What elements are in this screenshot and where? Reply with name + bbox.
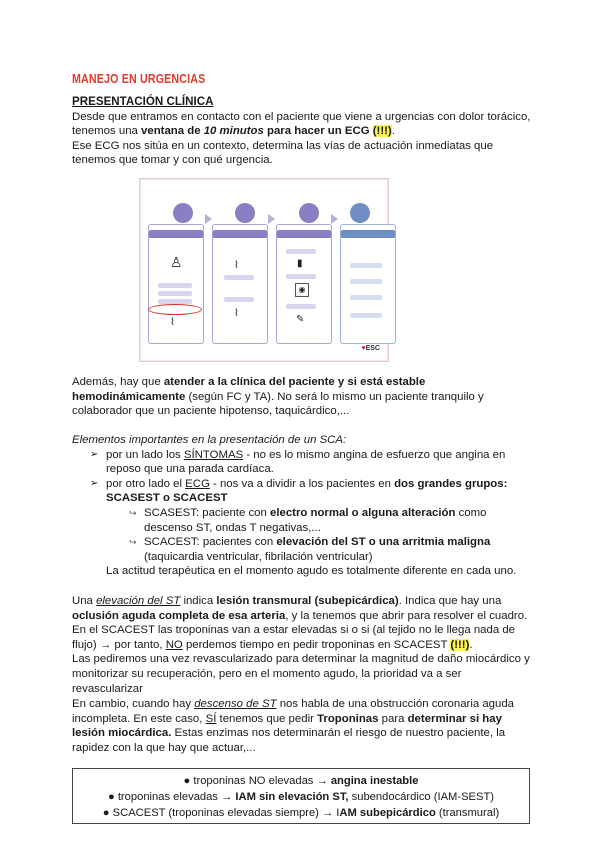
- ecg-wave-icon: ⌇: [234, 260, 239, 271]
- text-line: [350, 263, 382, 268]
- text: nos habla de una obstrucción coronaria aguda incompleta. En este caso,: [72, 698, 515, 725]
- text: SCACEST: pacientes con: [144, 536, 277, 549]
- text: - nos va a dividir a los pacientes en: [209, 477, 395, 490]
- text: (taquicardia ventricular, fibrilación ventricular): [144, 550, 373, 563]
- paragraph-descenso: [72, 697, 532, 755]
- elements-list: [90, 448, 532, 506]
- test-tube-icon: ▮: [297, 258, 303, 269]
- text-line: [158, 283, 192, 288]
- text-bold: para hacer un ECG: [263, 125, 373, 138]
- text: En el SCACEST las troponinas van a estar elevadas si o si (al tejido no le llega nada de flujo) → por tanto,: [72, 624, 516, 651]
- text-bold-italic: 10 minutos: [203, 125, 264, 138]
- text-bold: IAM sin elevación ST,: [235, 791, 349, 803]
- header-block: [72, 72, 532, 168]
- red-highlight-oval: [148, 304, 202, 315]
- patient-icon: [173, 203, 193, 223]
- col-working: [212, 224, 268, 344]
- text-underline: SÍ: [205, 712, 217, 725]
- arrow-icon: [268, 214, 275, 224]
- bullet-dot-icon: ●: [107, 791, 118, 803]
- text-line: [350, 313, 382, 318]
- section-heading: MANEJO EN URGENCIAS: [72, 71, 206, 86]
- summary-row: [73, 790, 529, 805]
- text-line: [224, 275, 254, 280]
- text: Estas enzimas nos determinarán el riesgo de nuestro paciente, la rapidez con la que hay que actuar,...: [72, 727, 506, 754]
- summary-row: [73, 806, 529, 821]
- text: SCACEST (troponinas elevadas siempre) → I: [112, 807, 340, 819]
- text-line: [350, 295, 382, 300]
- text-italic-underline: elevación del ST: [96, 595, 181, 607]
- text-bold: lesión transmural (subepicárdica): [216, 595, 399, 607]
- text: (según FC y TA). No será lo mismo un paciente tranquilo y colaborador que un paciente hipotenso, taquicárdico,...: [72, 390, 484, 418]
- text: troponinas NO elevadas →: [193, 775, 331, 787]
- text-line: [286, 249, 316, 254]
- col-title-bar: [149, 230, 203, 238]
- col-title-bar: [341, 230, 395, 238]
- text: SCASEST: paciente con: [144, 506, 270, 519]
- echo-image-icon: ◉: [295, 283, 309, 297]
- text-bold: oclusión aguda completa de esa arteria: [72, 609, 286, 622]
- subsection-heading: PRESENTACIÓN CLÍNICA: [72, 95, 214, 108]
- text: . Indica que hay una: [398, 595, 502, 607]
- col-title-bar: [277, 230, 331, 238]
- text-bold: Troponinas: [317, 712, 379, 725]
- text-bold: atender a la clínica del paciente y si está estable hemodinámicamente: [72, 376, 426, 403]
- list-item: [90, 477, 532, 506]
- paragraph-elevacion-b: [72, 623, 532, 652]
- text: perdemos tiempo en pedir troponinas en SCACEST: [182, 638, 451, 651]
- esc-logo: [361, 342, 380, 357]
- text: - no es lo mismo angina de esfuerzo que angina en reposo que una parada cardíaca.: [106, 448, 506, 476]
- paragraph-clinic: [72, 375, 532, 419]
- summary-row: [73, 774, 529, 789]
- text-underline: NO: [165, 638, 183, 651]
- arrow-bullet-icon: ➢: [90, 448, 99, 460]
- text-line: [286, 274, 316, 279]
- text: como descenso ST, ondas T negativas,...: [144, 506, 487, 534]
- text-underline: SÍNTOMAS: [183, 448, 244, 461]
- person-icon: ♙: [170, 254, 183, 270]
- text: Una: [72, 595, 97, 607]
- paragraph-ecg-context: Ese ECG nos sitúa en un contexto, determina las vías de actuación inmediatas que tenemos que tomar y con qué urgencia.: [72, 139, 494, 167]
- text: subendocárdico (IAM-SEST): [348, 791, 495, 803]
- text-line: [158, 291, 192, 296]
- hook-arrow-icon: ↪: [129, 537, 137, 548]
- paragraph-elevacion-a: [72, 594, 532, 623]
- list-item: [90, 448, 532, 477]
- paragraph-elevacion-c: Las pediremos una vez revascularizado para determinar la magnitud de daño miocárdico y monitorizar su recuperación, pero en el momento agudo, la prioridad va a ser revascularizar: [72, 653, 530, 695]
- text-bold: AM subepicárdico: [339, 807, 436, 819]
- text-line: [224, 297, 254, 302]
- text-line: [350, 279, 382, 284]
- clipboard-icon: [235, 203, 255, 223]
- arrow-icon: [205, 214, 212, 224]
- bullet-dot-icon: ●: [102, 807, 113, 819]
- text-bold: ventana de: [141, 125, 204, 138]
- highlight: (!!!): [450, 638, 470, 651]
- arrow-bullet-icon: ➢: [90, 477, 99, 489]
- text: En cambio, cuando hay: [72, 698, 195, 710]
- text-bold: elevación del ST o una arritmia maligna: [276, 536, 491, 549]
- magnifier-icon: [299, 203, 319, 223]
- ecg-wave-icon: ⌇: [234, 308, 239, 319]
- diagnosis-icon: [350, 203, 370, 223]
- col-final: [340, 224, 396, 344]
- col-title-bar: [213, 230, 267, 238]
- actitud-text: La actitud terapéutica en el momento agudo es totalmente diferente en cada uno.: [106, 565, 517, 578]
- text: por otro lado el: [106, 477, 186, 490]
- text: (transmural): [435, 807, 500, 819]
- paragraph-elevacion: [72, 594, 532, 696]
- hook-arrow-icon: ↪: [129, 507, 137, 518]
- summary-box: [72, 768, 530, 824]
- text-bold: angina inestable: [330, 775, 419, 787]
- text-bold: determinar si hay lesión miocárdica.: [72, 712, 502, 740]
- text-bold: electro normal o alguna alteración: [270, 506, 456, 519]
- esc-flowchart-figure: [139, 178, 389, 362]
- text: Además, hay que: [72, 376, 164, 388]
- elements-title: Elementos importantes en la presentación de un SCA:: [72, 434, 347, 446]
- text-italic-underline: descenso de ST: [194, 698, 277, 710]
- syringe-icon: ✎: [296, 314, 305, 325]
- text: troponinas elevadas →: [117, 791, 236, 803]
- text-underline: ECG: [185, 477, 210, 490]
- text: , y la tenemos que abrir para resolver el cuadro.: [285, 609, 528, 622]
- arrow-icon: [331, 214, 338, 224]
- text: .: [469, 638, 473, 651]
- highlight: (!!!): [372, 125, 392, 138]
- text: para: [378, 712, 408, 725]
- ecg-wave-icon: ⌇: [170, 317, 175, 328]
- sublist: [129, 506, 532, 564]
- text: Desde que entramos en contacto con el paciente que viene a urgencias con dolor torácico, tenemos una: [72, 110, 531, 138]
- text: tenemos que pedir: [216, 712, 318, 725]
- sublist-item: [129, 506, 532, 535]
- text: indica: [180, 595, 217, 607]
- elements-block: [72, 433, 532, 579]
- heart-icon: ♥: [361, 345, 366, 353]
- text-line: [286, 304, 316, 309]
- bullet-dot-icon: ●: [183, 775, 194, 787]
- text: por un lado los: [106, 448, 184, 461]
- text: .: [391, 125, 395, 138]
- sublist-item: [129, 535, 532, 564]
- paragraph-ecg-window: [72, 110, 532, 139]
- text-bold: dos grandes grupos: SCASEST o SCACEST: [106, 477, 508, 505]
- esc-logo-text: ESC: [365, 345, 380, 353]
